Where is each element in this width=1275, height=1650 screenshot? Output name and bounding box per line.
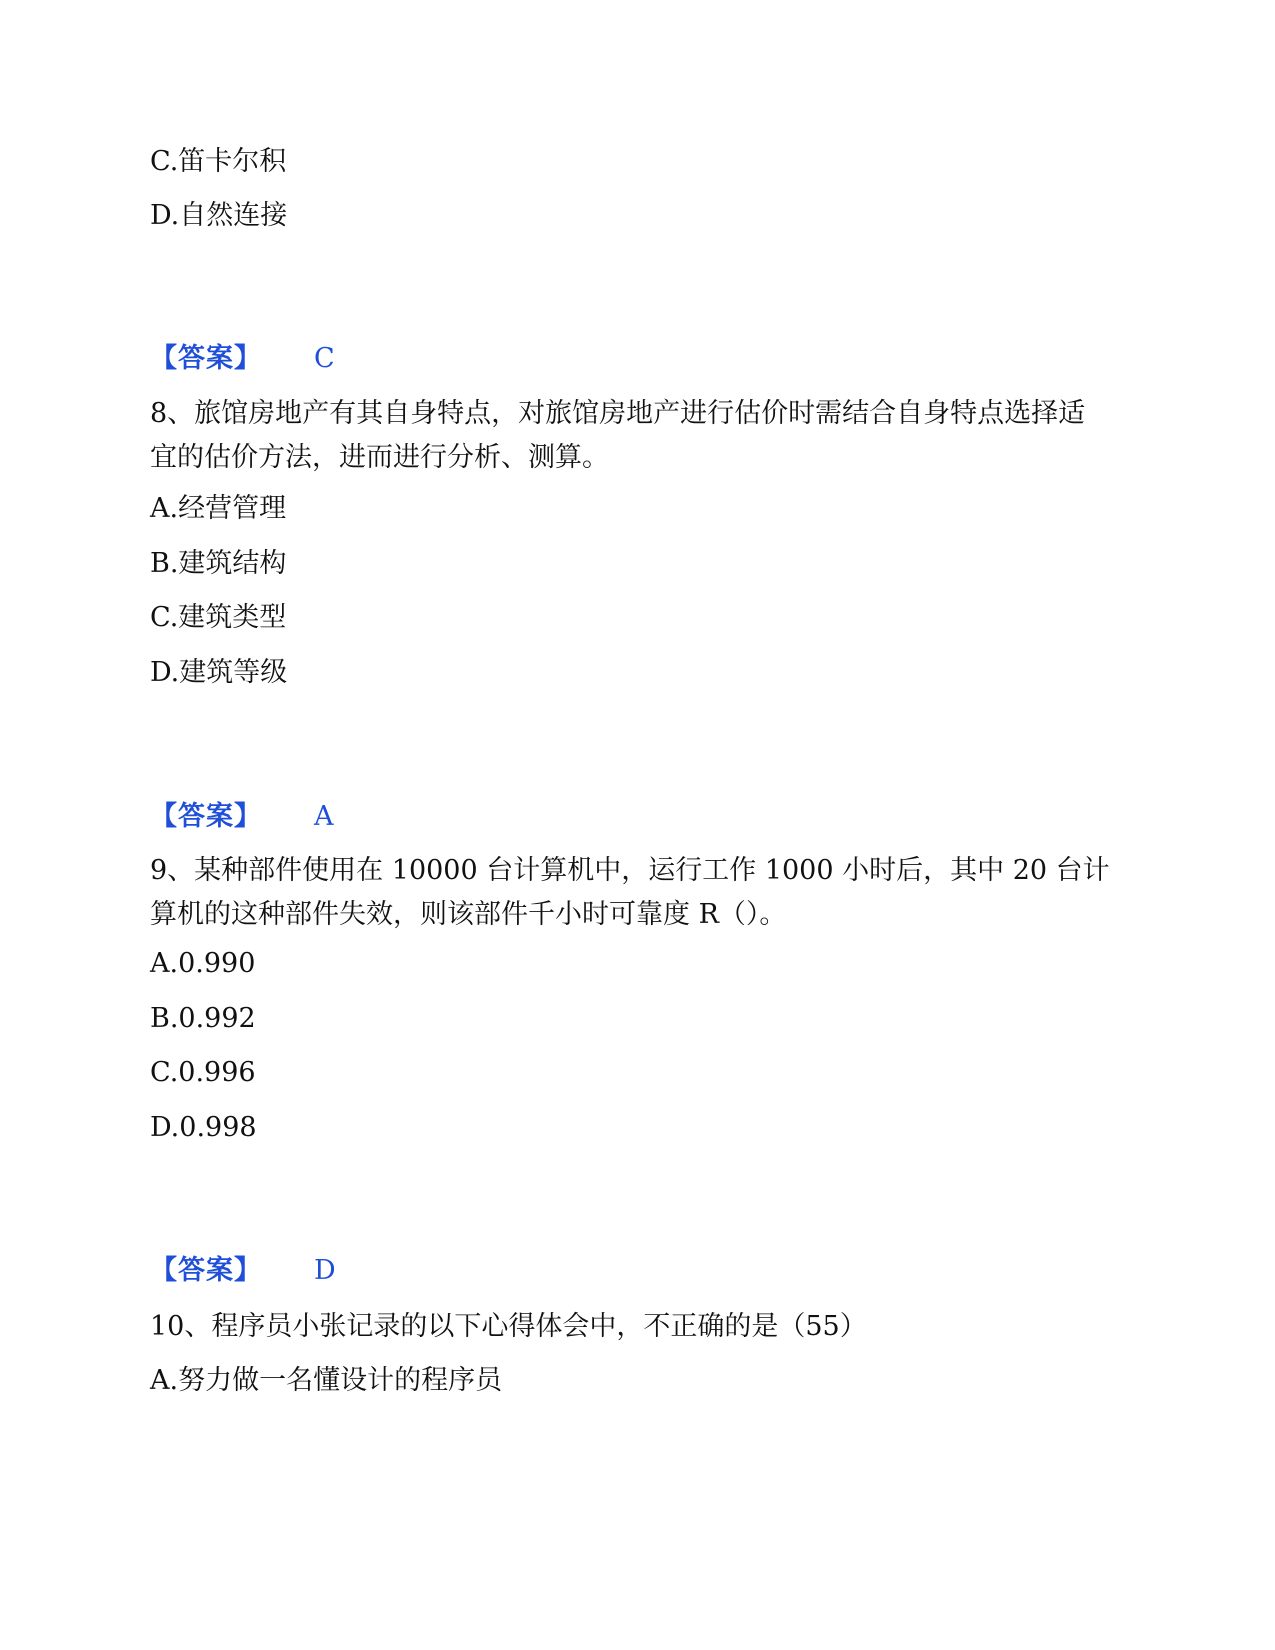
q9-stem: 9、某种部件使用在 10000 台计算机中，运行工作 1000 小时后，其中 20 台计算机的这种部件失效，则该部件千小时可靠度 R（）。 xyxy=(150,855,1110,930)
q9-option-b: B.0.992 xyxy=(150,1003,256,1034)
q9-answer xyxy=(150,1251,336,1291)
answer-label: 【答案】 xyxy=(150,1255,262,1286)
q8-option-d: D.建筑等级 xyxy=(150,657,288,688)
q7-option-c: C.笛卡尔积 xyxy=(150,146,287,177)
q8-answer xyxy=(150,797,334,837)
q8-stem: 8、旅馆房地产有其自身特点，对旅馆房地产进行估价时需结合自身特点选择适宜的估价方法，进而进行分析、测算。 xyxy=(150,398,1086,473)
q9-option-a: A.0.990 xyxy=(150,948,256,979)
q7-option-d: D.自然连接 xyxy=(150,200,288,231)
answer-label: 【答案】 xyxy=(150,801,262,832)
answer-label: 【答案】 xyxy=(150,343,262,374)
q10-option-a: A.努力做一名懂设计的程序员 xyxy=(150,1365,503,1396)
q9-option-d: D.0.998 xyxy=(150,1112,257,1143)
q9-option-c: C.0.996 xyxy=(150,1057,256,1088)
answer-value: A xyxy=(314,801,334,832)
answer-value: D xyxy=(314,1255,336,1286)
q8-option-c: C.建筑类型 xyxy=(150,602,287,633)
q10-stem: 10、程序员小张记录的以下心得体会中，不正确的是（55） xyxy=(150,1311,867,1342)
answer-value: C xyxy=(314,343,335,374)
q7-answer xyxy=(150,339,335,379)
q8-option-a: A.经营管理 xyxy=(150,493,287,524)
q8-option-b: B.建筑结构 xyxy=(150,548,287,579)
